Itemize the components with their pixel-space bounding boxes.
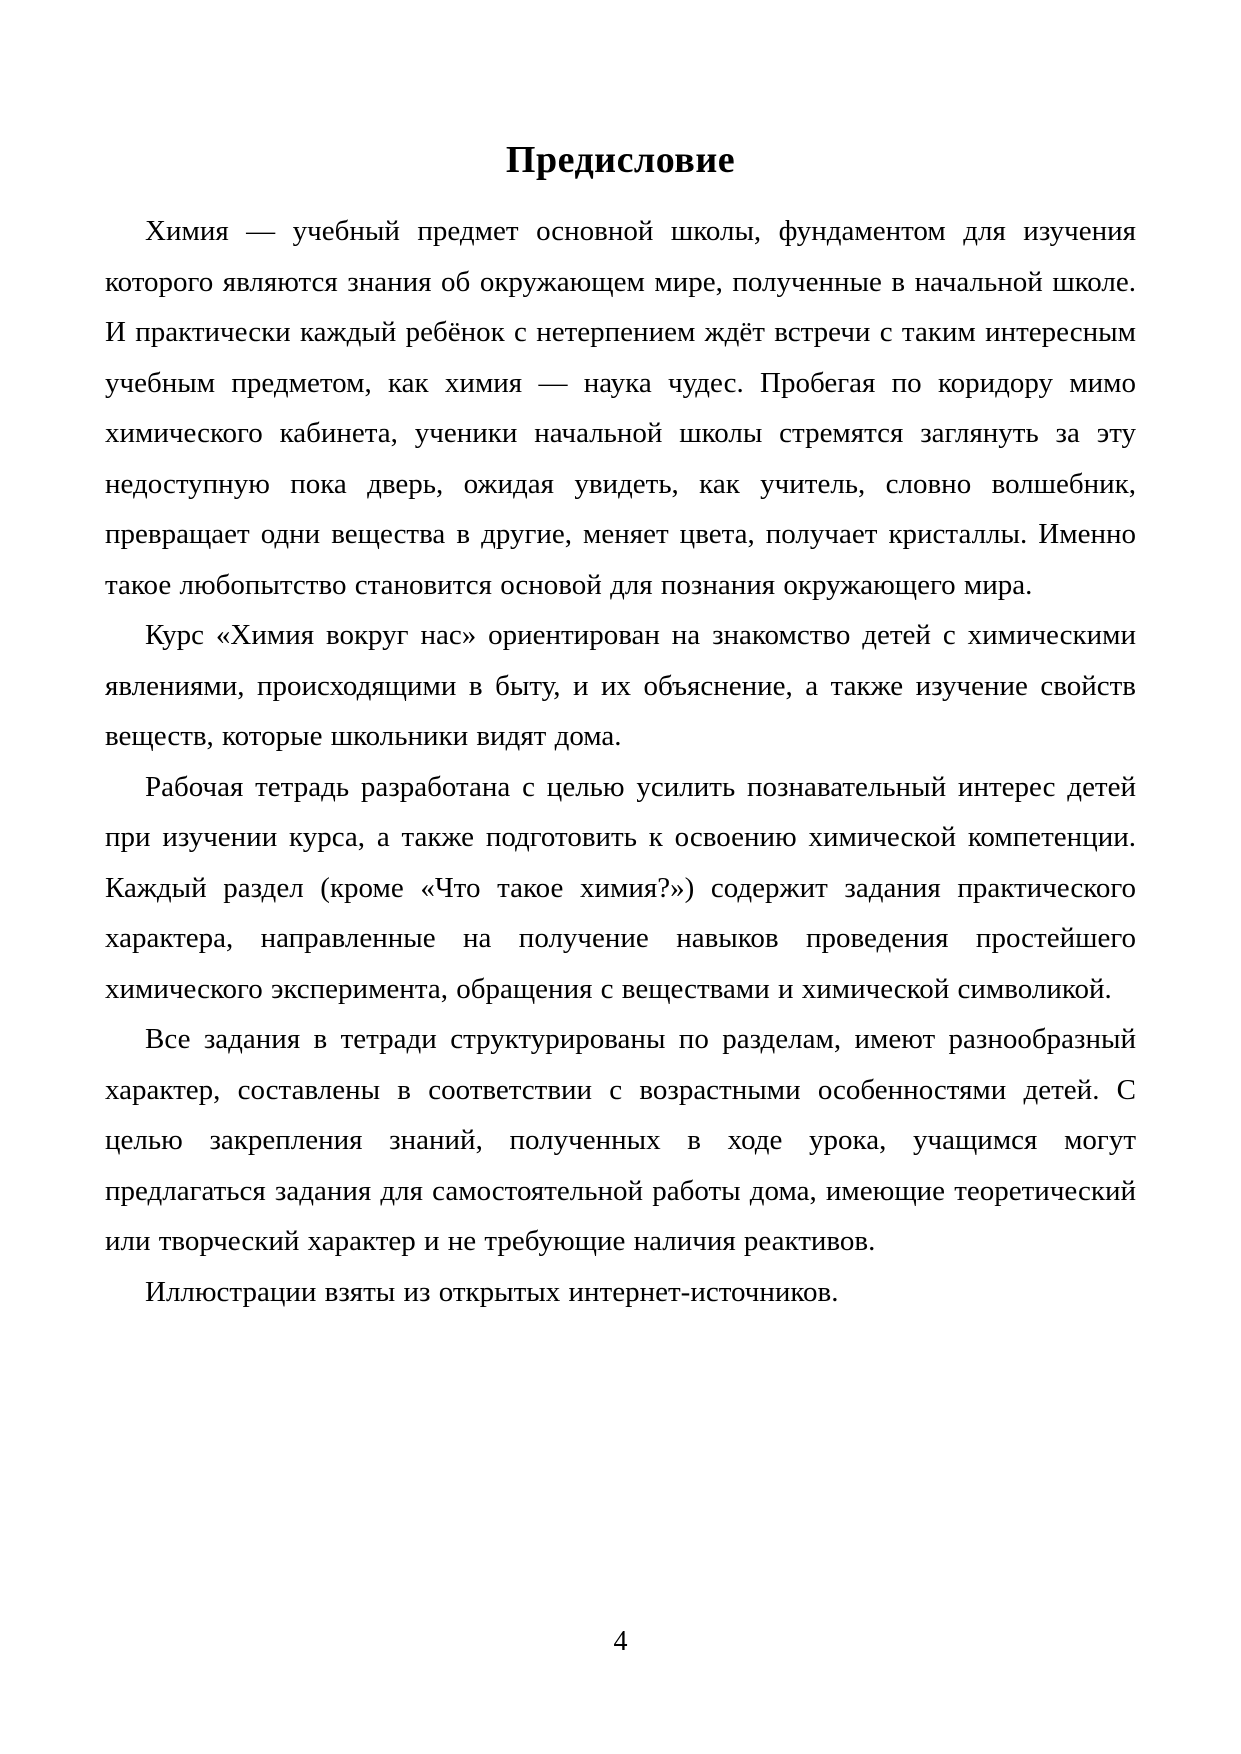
paragraph-illustrations: Иллюстрации взяты из открытых интернет-источников. [145, 1275, 839, 1308]
paragraph-tasks: Все задания в тетради структурированы по разделам, имеют разнообразный характер, составлены в соответствии с возрастными особенностями детей. С целью закрепления знаний, полученных в ходе урока, учащимся могут предлагаться задания для самостоятельной работы дома, имеющие теоретический или творческий характер и не требующие наличия реактивов. [105, 1023, 1136, 1257]
page-content [105, 136, 1136, 1317]
page-title: Предисловие [505, 139, 736, 181]
paragraph-course: Курс «Химия вокруг нас» ориентирован на знакомство детей с химическими явлениями, происходящими в быту, и их объяснение, а также изучение свойств веществ, которые школьники видят дома. [105, 619, 1136, 752]
page-footer [0, 1625, 1241, 1659]
paragraph-workbook: Рабочая тетрадь разработана с целью усилить познавательный интерес детей при изучении курса, а также подготовить к освоению химической компетенции. Каждый раздел (кроме «Что такое химия?») содержит задания практического характера, направленные на получение навыков проведения простейшего химического эксперимента, обращения с веществами и химической символикой. [105, 770, 1136, 1005]
paragraph-intro: Химия — учебный предмет основной школы, фундаментом для изучения которого являются знания об окружающем мире, полученные в начальной школе. И практически каждый ребёнок с нетерпением ждёт встречи с таким интересным учебным предметом, как химия — наука чудес. Пробегая по коридору мимо химического кабинета, ученики начальной школы стремятся заглянуть за эту недоступную пока дверь, ожидая увидеть, как учитель, словно волшебник, превращает одни вещества в другие, меняет цвета, получает кристаллы. Именно такое любопытство становится основой для познания окружающего мира. [105, 215, 1136, 601]
page-number: 4 [613, 1626, 628, 1657]
